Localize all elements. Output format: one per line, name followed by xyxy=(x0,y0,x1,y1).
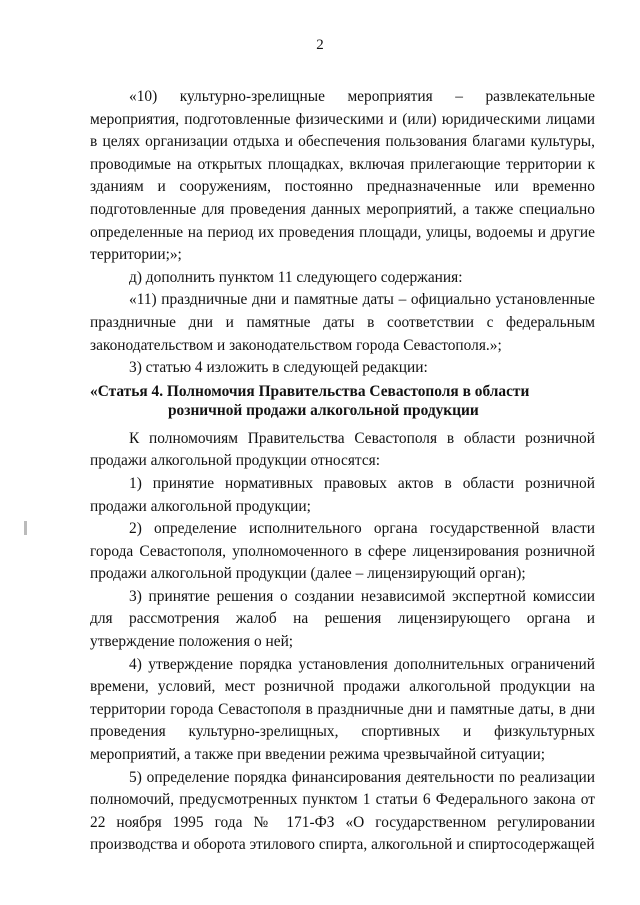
list-item-3: 3) принятие решения о создании независимой экспертной комиссии для рассмотрения жалоб на решения лицензирующего органа и утверждение положения о ней; xyxy=(90,587,595,651)
list-item-1: 1) принятие нормативных правовых актов в области розничной продажи алкогольной продукции; xyxy=(90,474,595,515)
article-heading-line-1: «Статья 4. Полномочия Правительства Севастополя в области xyxy=(90,382,530,400)
list-item-5: 5) определение порядка финансирования деятельности по реализации полномочий, предусмотренных пунктом 1 статьи 6 Федерального закона от 22 ноября 1995 года № 171-ФЗ «О государственном регулировании производства и оборота этилового спирта, алкогольной и спиртосодержащей xyxy=(90,768,595,854)
article-heading-line-2: розничной продажи алкогольной продукции xyxy=(168,401,479,419)
paragraph-intro: К полномочиям Правительства Севастополя в области розничной продажи алкогольной продукции относятся: xyxy=(90,429,595,470)
list-item-4: 4) утверждение порядка установления дополнительных ограничений времени, условий, мест розничной продажи алкогольной продукции на территории города Севастополя в праздничные дни и памятные даты, в дни проведения культурно-зрелищных, спортивных и физкультурных мероприятий, а также при введении режима чрезвычайной ситуации; xyxy=(90,655,595,764)
paragraph-amendment-d: д) дополнить пунктом 11 следующего содержания: xyxy=(129,268,463,286)
list-item-2: 2) определение исполнительного органа государственной власти города Севастополя, уполномоченного в сфере лицензирования розничной продажи алкогольной продукции (далее – лицензирующий орган); xyxy=(90,520,595,583)
article-heading xyxy=(90,382,595,420)
page-number: 2 xyxy=(316,37,324,53)
scan-margin-mark xyxy=(24,521,27,535)
paragraph-item-11: «11) праздничные дни и памятные даты – официально установленные праздничные дни и памятные даты в соответствии с федеральным законодательством и законодательством города Севастополя.»; xyxy=(90,291,595,354)
paragraph-item-10: «10) культурно-зрелищные мероприятия – развлекательные мероприятия, подготовленные физическими и (или) юридическими лицами в целях организации отдыха и обеспечения пользования благами культуры, проводимые на открытых площадках, включая прилегающие территории к зданиям и сооружениям, постоянно предназначенные или временно подготовленные для проведения данных мероприятий, а также специально определенные на период их проведения площади, улицы, водоемы и другие территории;»; xyxy=(90,88,595,264)
document-body xyxy=(90,86,595,857)
paragraph-amendment-3: 3) статью 4 изложить в следующей редакции: xyxy=(129,359,428,377)
